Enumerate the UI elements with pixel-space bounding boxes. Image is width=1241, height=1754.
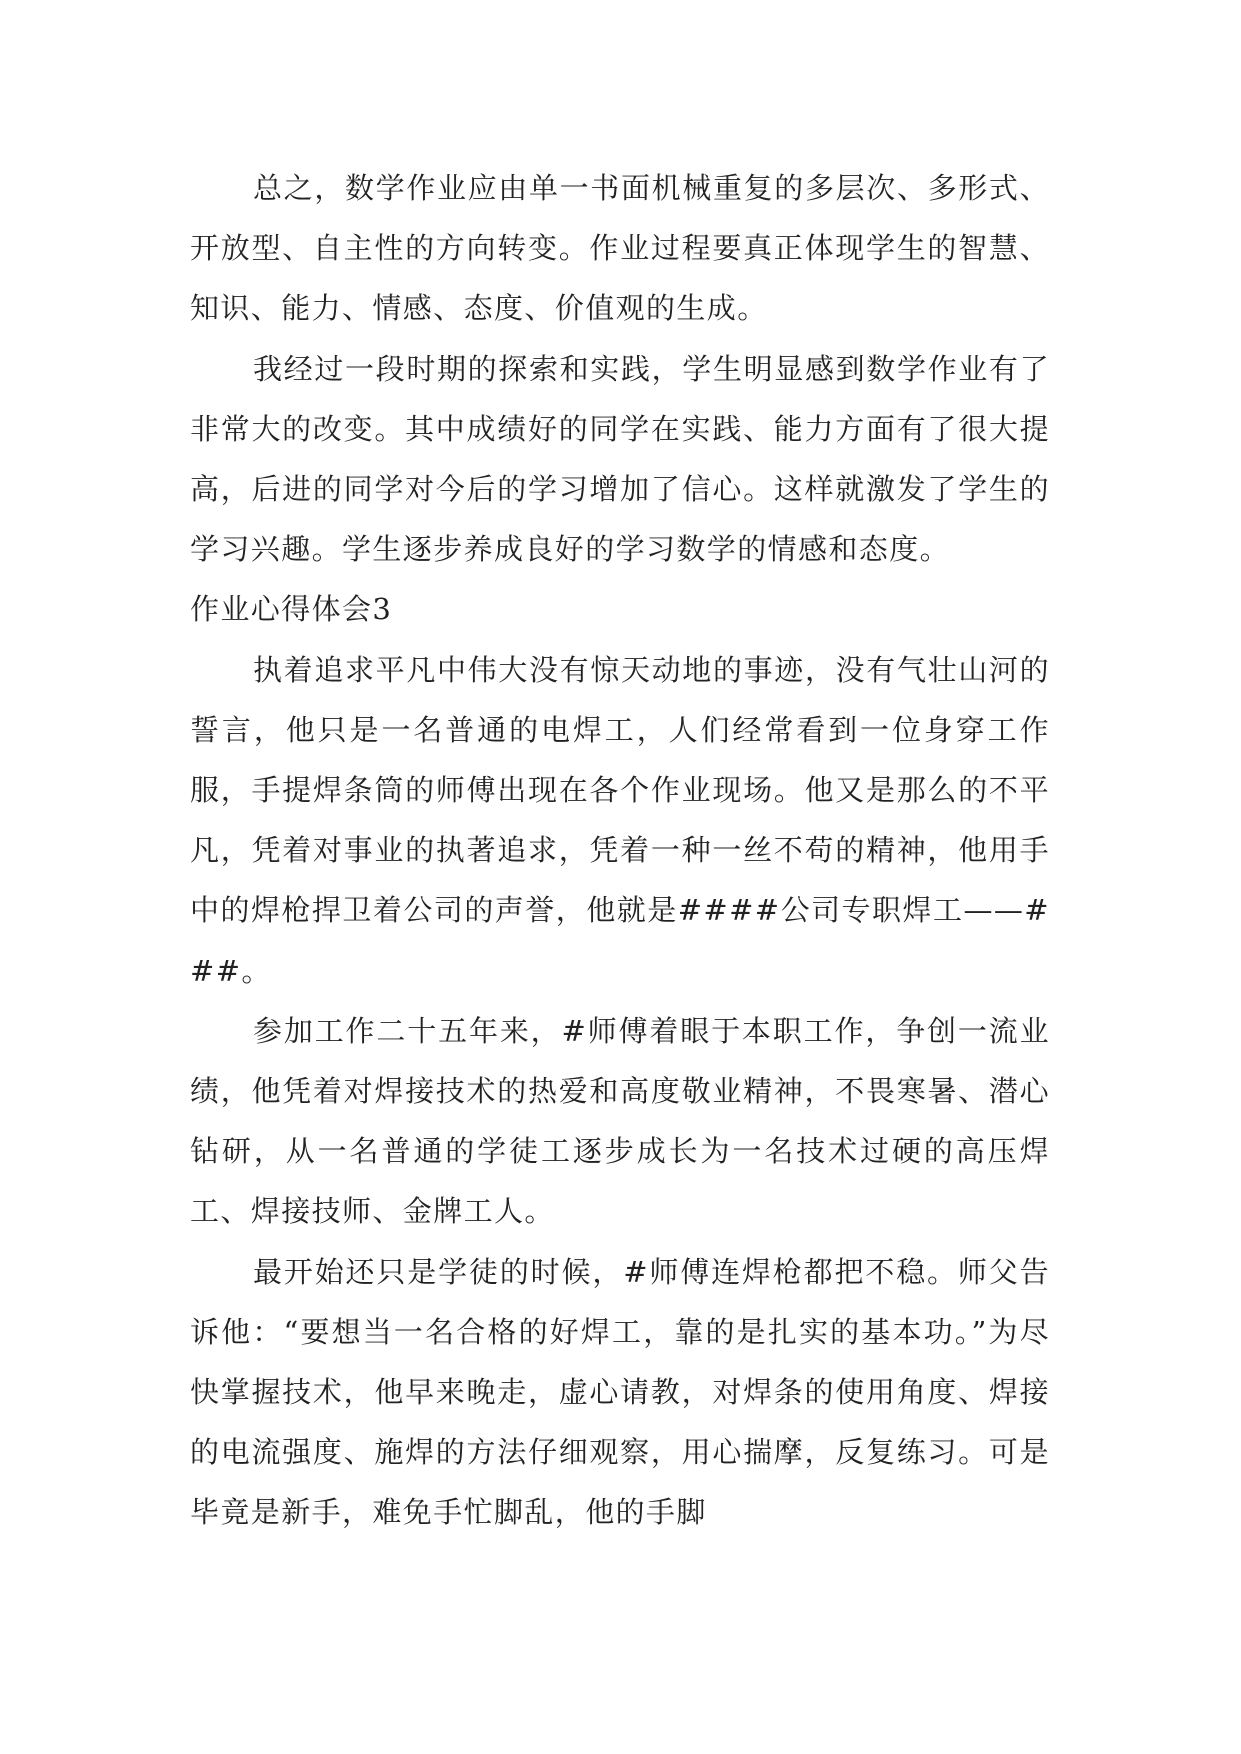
paragraph: 最开始还只是学徒的时候，#师傅连焊枪都把不稳。师父告诉他：“要想当一名合格的好焊工，靠的是扎实的基本功。”为尽快掌握技术，他早来晚走，虚心请教，对焊条的使用角度、焊接的电流强度、施焊的方法仔细观察，用心揣摩，反复练习。可是毕竟是新手，难免手忙脚乱，他的手脚 — [190, 1254, 1050, 1530]
paragraph: 参加工作二十五年来，#师傅着眼于本职工作，争创一流业绩，他凭着对焊接技术的热爱和高度敬业精神，不畏寒暑、潜心钻研，从一名普通的学徒工逐步成长为一名技术过硬的高压焊工、焊接技师、金牌工人。 — [190, 1013, 1050, 1229]
document-body — [190, 158, 1050, 1543]
paragraph: 总之，数学作业应由单一书面机械重复的多层次、多形式、开放型、自主性的方向转变。作业过程要真正体现学生的智慧、知识、能力、情感、态度、价值观的生成。 — [190, 171, 1050, 326]
paragraph: 执着追求平凡中伟大没有惊天动地的事迹，没有气壮山河的誓言，他只是一名普通的电焊工，人们经常看到一位身穿工作服，手提焊条筒的师傅出现在各个作业现场。他又是那么的不平凡，凭着对事业的执著追求，凭着一种一丝不苟的精神，他用手中的焊枪捍卫着公司的声誉，他就是####公司专职焊工——###。 — [190, 652, 1050, 988]
paragraph: 我经过一段时期的探索和实践，学生明显感到数学作业有了非常大的改变。其中成绩好的同学在实践、能力方面有了很大提高，后进的同学对今后的学习增加了信心。这样就激发了学生的学习兴趣。学生逐步养成良好的学习数学的情感和态度。 — [190, 351, 1050, 567]
section-heading: 作业心得体会3 — [190, 592, 393, 627]
